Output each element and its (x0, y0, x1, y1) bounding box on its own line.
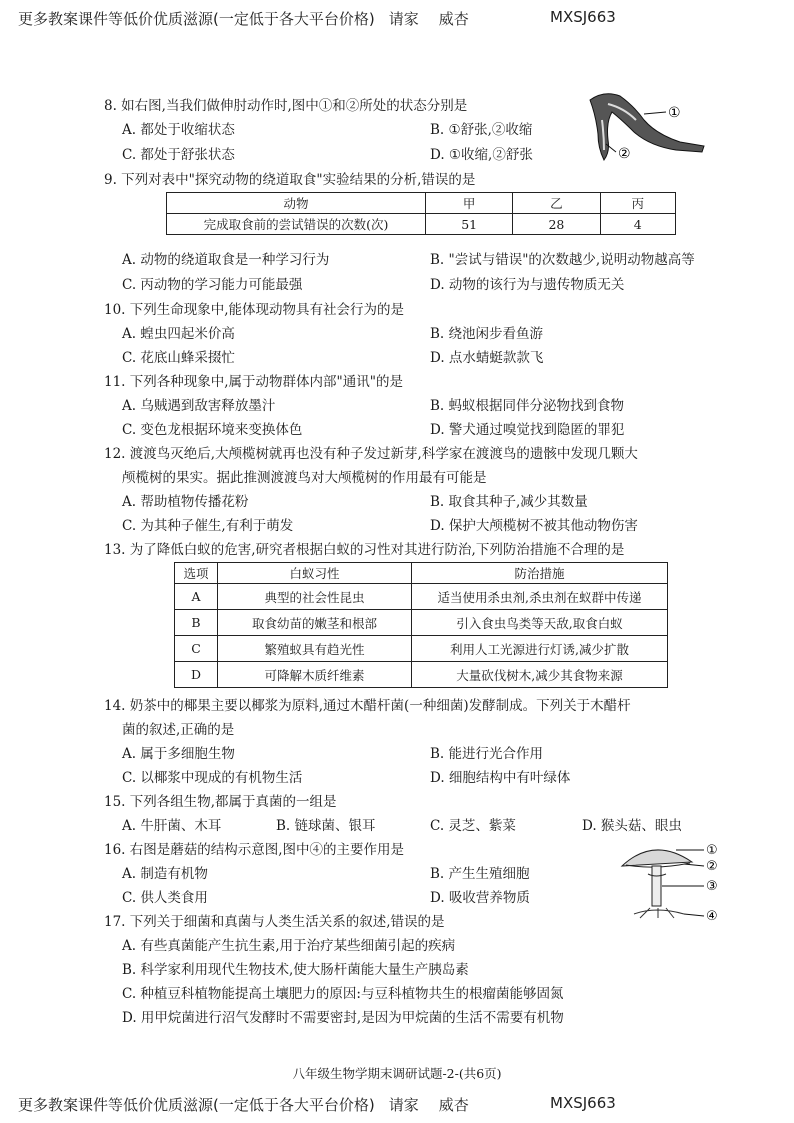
q12-option-d: D. 保护大颅榄树不被其他动物伤害 (430, 518, 638, 534)
q10-option-d: D. 点水蜻蜓款款飞 (430, 350, 544, 366)
mushroom-figure (614, 836, 726, 926)
q12-stem-line2: 颅榄树的果实。据此推测渡渡鸟对大颅榄树的作用最有可能是 (122, 470, 487, 486)
q13-table-head (175, 563, 668, 584)
mushroom-label-2: ② (706, 859, 718, 874)
q9-option-b: B. "尝试与错误"的次数越少,说明动物越高等 (430, 252, 695, 268)
banner-name: 威杏 (438, 1096, 469, 1114)
q13-cell: 引入食虫鸟类等天敌,取食白蚁 (412, 610, 668, 636)
table-row (175, 584, 668, 610)
mushroom-label-3: ③ (706, 879, 718, 894)
q10-option-b: B. 绕池闲步看鱼游 (430, 326, 544, 342)
q8-option-c: C. 都处于舒张状态 (122, 147, 235, 163)
q11-option-b: B. 蚂蚁根据同伴分泌物找到食物 (430, 398, 625, 414)
q13-cell: D (175, 662, 218, 688)
q9-option-a: A. 动物的绕道取食是一种学习行为 (122, 252, 330, 268)
banner-code: MXSJ663 (550, 8, 616, 26)
q10-stem: 10. 下列生命现象中,能体现动物具有社会行为的是 (104, 302, 405, 318)
mushroom-label-4: ④ (706, 909, 718, 924)
q11-option-d: D. 警犬通过嗅觉找到隐匿的罪犯 (430, 422, 625, 438)
q11-option-a: A. 乌贼遇到敌害释放墨汁 (122, 398, 276, 414)
arm-label-1: ① (668, 105, 681, 121)
q9-h1: 甲 (426, 193, 513, 214)
q16-option-d: D. 吸收营养物质 (430, 890, 530, 906)
q10-option-a: A. 蝗虫四起米价高 (122, 326, 235, 342)
q14-option-a: A. 属于多细胞生物 (122, 746, 235, 762)
q14-option-d: D. 细胞结构中有叶绿体 (430, 770, 571, 786)
q13-cell: 典型的社会性昆虫 (218, 584, 412, 610)
q15-option-c: C. 灵芝、紫菜 (430, 818, 516, 834)
q15-option-a: A. 牛肝菌、木耳 (122, 818, 222, 834)
q9-option-d: D. 动物的该行为与遗传物质无关 (430, 277, 625, 293)
q13-cell: B (175, 610, 218, 636)
page-footer: 八年级生物学期末调研试题-2-(共6页) (292, 1066, 502, 1081)
q13-cell: 繁殖蚁具有趋光性 (218, 636, 412, 662)
q17-stem: 17. 下列关于细菌和真菌与人类生活关系的叙述,错误的是 (104, 914, 445, 930)
q14-option-b: B. 能进行光合作用 (430, 746, 544, 762)
q13-stem: 13. 为了降低白蚁的危害,研究者根据白蚁的习性对其进行防治,下列防治措施不合理的是 (104, 542, 625, 558)
q13-cell: A (175, 584, 218, 610)
banner-name: 威杏 (438, 10, 469, 28)
q9-table (166, 192, 676, 235)
q13-table (174, 562, 668, 688)
q13-cell: 利用人工光源进行灯诱,减少扩散 (412, 636, 668, 662)
q16-option-c: C. 供人类食用 (122, 890, 208, 906)
q13-head-measure: 防治措施 (412, 563, 668, 584)
q15-stem: 15. 下列各组生物,都属于真菌的一组是 (104, 794, 337, 810)
q16-option-a: A. 制造有机物 (122, 866, 208, 882)
q8-stem: 8. 如右图,当我们做伸肘动作时,图中①和②所处的状态分别是 (104, 98, 468, 114)
footer-banner (18, 1094, 616, 1115)
q17-option-a: A. 有些真菌能产生抗生素,用于治疗某些细菌引起的疾病 (122, 938, 456, 954)
q13-cell: 可降解木质纤维素 (218, 662, 412, 688)
q16-stem: 16. 右图是蘑菇的结构示意图,图中④的主要作用是 (104, 842, 405, 858)
q9-h2: 乙 (513, 193, 600, 214)
q12-option-c: C. 为其种子催生,有利于萌发 (122, 518, 294, 534)
banner-text: 更多教案课件等低价优质滋源(一定低于各大平台价格) (18, 1096, 375, 1114)
q13-cell: 大量砍伐树木,减少其食物来源 (412, 662, 668, 688)
banner-ask: 请家 (388, 1096, 419, 1114)
banner-text: 更多教案课件等低价优质滋源(一定低于各大平台价格) (18, 10, 375, 28)
q9-option-c: C. 丙动物的学习能力可能最强 (122, 277, 303, 293)
q9-r0: 完成取食前的尝试错误的次数(次) (167, 214, 426, 235)
q8-option-d: D. ①收缩,②舒张 (430, 147, 533, 163)
q14-option-c: C. 以椰浆中现成的有机物生活 (122, 770, 303, 786)
q9-stem: 9. 下列对表中"探究动物的绕道取食"实验结果的分析,错误的是 (104, 172, 476, 188)
q9-r2: 28 (513, 214, 600, 235)
arm-muscle-figure (584, 86, 724, 166)
banner-code: MXSJ663 (550, 1094, 616, 1112)
q8-option-b: B. ①舒张,②收缩 (430, 122, 533, 138)
table-row (175, 610, 668, 636)
q9-r3: 4 (600, 214, 675, 235)
q13-cell: 适当使用杀虫剂,杀虫剂在蚁群中传递 (412, 584, 668, 610)
q11-stem: 11. 下列各种现象中,属于动物群体内部"通讯"的是 (104, 374, 403, 390)
header-banner (18, 8, 616, 29)
arm-label-2: ② (618, 146, 631, 162)
q9-h0: 动物 (167, 193, 426, 214)
q17-option-c: C. 种植豆科植物能提高土壤肥力的原因:与豆科植物共生的根瘤菌能够固氮 (122, 986, 564, 1002)
q9-r1: 51 (426, 214, 513, 235)
q13-cell: C (175, 636, 218, 662)
q11-option-c: C. 变色龙根据环境来变换体色 (122, 422, 303, 438)
q10-option-c: C. 花底山蜂采掇忙 (122, 350, 235, 366)
q14-stem-line1: 14. 奶茶中的椰果主要以椰浆为原料,通过木醋杆菌(一种细菌)发酵制成。下列关于木醋杆 (104, 698, 631, 714)
q13-cell: 取食幼苗的嫩茎和根部 (218, 610, 412, 636)
q8-option-a: A. 都处于收缩状态 (122, 122, 235, 138)
q13-head-option: 选项 (175, 563, 218, 584)
q9-h3: 丙 (600, 193, 675, 214)
mushroom-label-1: ① (706, 843, 718, 858)
q13-head-habit: 白蚁习性 (218, 563, 412, 584)
banner-ask: 请家 (388, 10, 419, 28)
q12-stem-line1: 12. 渡渡鸟灭绝后,大颅榄树就再也没有种子发过新芽,科学家在渡渡鸟的遗骸中发现几颗大 (104, 446, 638, 462)
q17-option-d: D. 用甲烷菌进行沼气发酵时不需要密封,是因为甲烷菌的生活不需要有机物 (122, 1010, 564, 1026)
table-row (175, 636, 668, 662)
q12-option-a: A. 帮助植物传播花粉 (122, 494, 249, 510)
q15-option-d: D. 猴头菇、眼虫 (582, 818, 682, 834)
table-row (175, 662, 668, 688)
q16-option-b: B. 产生生殖细胞 (430, 866, 530, 882)
q17-option-b: B. 科学家利用现代生物技术,使大肠杆菌能大量生产胰岛素 (122, 962, 469, 978)
q12-option-b: B. 取食其种子,减少其数量 (430, 494, 588, 510)
q14-stem-line2: 菌的叙述,正确的是 (122, 722, 235, 738)
q15-option-b: B. 链球菌、银耳 (276, 818, 376, 834)
